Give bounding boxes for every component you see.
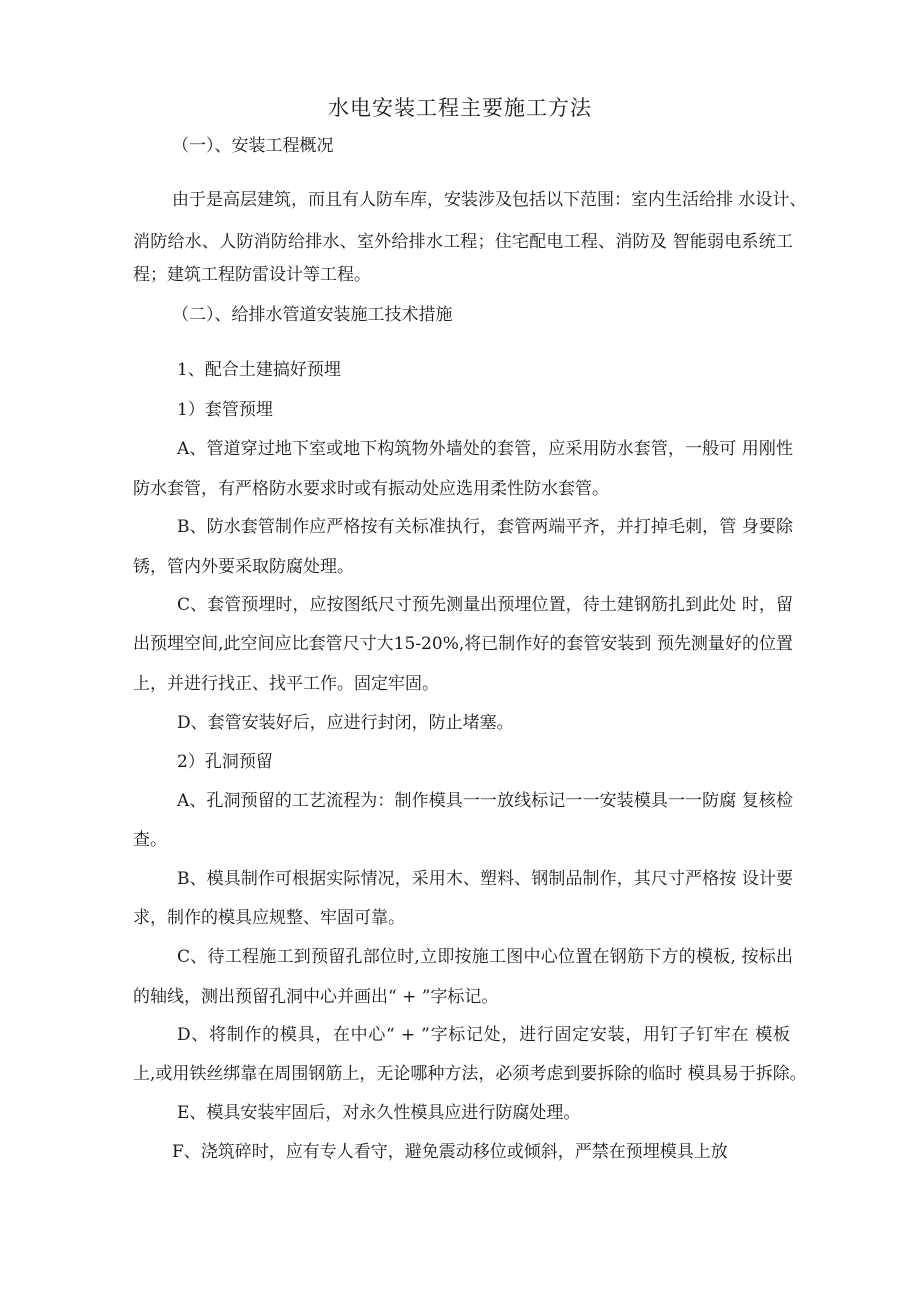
paragraph-line: 消防给水、人防消防给排水、室外给排水工程；住宅配电工程、消防及 智能弱电系统工 — [133, 232, 793, 252]
paragraph-line: F、浇筑碎时，应有专人看守，避免震动移位或倾斜，严禁在预埋模具上放 — [172, 1142, 728, 1162]
paragraph-line: 防水套管，有严格防水要求时或有振动处应选用柔性防水套管。 — [133, 479, 609, 499]
paragraph-line: 查。 — [133, 830, 167, 850]
section-heading-1: （一）、安装工程概况 — [172, 136, 334, 156]
paragraph-line: 上，并进行找正、找平工作。固定牢固。 — [133, 674, 439, 694]
paragraph-line: B、防水套管制作应严格按有关标准执行，套管两端平齐，并打掉毛刺，管 身要除 — [177, 517, 793, 537]
paragraph-line: 出预埋空间,此空间应比套管尺寸大15-20%,将已制作好的套管安装到 预先测量好的位置 — [133, 634, 793, 654]
item-heading: 1）套管预埋 — [177, 400, 273, 420]
paragraph-line: 求，制作的模具应规整、牢固可靠。 — [133, 908, 405, 928]
paragraph-line: A、孔洞预留的工艺流程为：制作模具一一放线标记一一安装模具一一防腐 复核检 — [177, 791, 793, 811]
paragraph-line: 上,或用铁丝绑靠在周围钢筋上，无论哪种方法，必须考虑到要拆除的临时 模具易于拆除。 — [133, 1064, 807, 1084]
paragraph-line: B、模具制作可根据实际情况，采用木、塑料、钢制品制作，其尺寸严格按 设计要 — [177, 869, 793, 889]
paragraph-line: 锈，管内外要采取防腐处理。 — [133, 557, 354, 577]
subsection-heading: 1、配合土建搞好预埋 — [177, 360, 341, 380]
paragraph-line: D、套管安装好后，应进行封闭，防止堵塞。 — [177, 713, 514, 733]
section-heading-2: （二）、给排水管道安装施工技术措施 — [172, 305, 453, 325]
paragraph-line: C、套管预埋时，应按图纸尺寸预先测量出预埋位置，待土建钢筋扎到此处 时，留 — [177, 595, 793, 615]
paragraph-line: A、管道穿过地下室或地下构筑物外墙处的套管，应采用防水套管，一般可 用刚性 — [177, 439, 793, 459]
paragraph-line: C、待工程施工到预留孔部位时,立即按施工图中心位置在钢筋下方的模板, 按标出 — [177, 947, 793, 967]
item-heading: 2）孔洞预留 — [177, 752, 273, 772]
paragraph-line: 的轴线，测出预留孔洞中心并画出“ + ”字标记。 — [133, 987, 499, 1007]
paragraph-line: E、模具安装牢固后，对永久性模具应进行防腐处理。 — [177, 1103, 581, 1123]
paragraph-line: D、将制作的模具，在中心“ + ”字标记处，进行固定安装，用钉子钉牢在 模板 — [177, 1025, 790, 1045]
paragraph-line: 由于是高层建筑，而且有人防车库，安装涉及包括以下范围：室内生活给排 水设计、 — [172, 190, 807, 210]
document-title: 水电安装工程主要施工方法 — [328, 96, 592, 120]
paragraph-line: 程；建筑工程防雷设计等工程。 — [133, 265, 371, 285]
